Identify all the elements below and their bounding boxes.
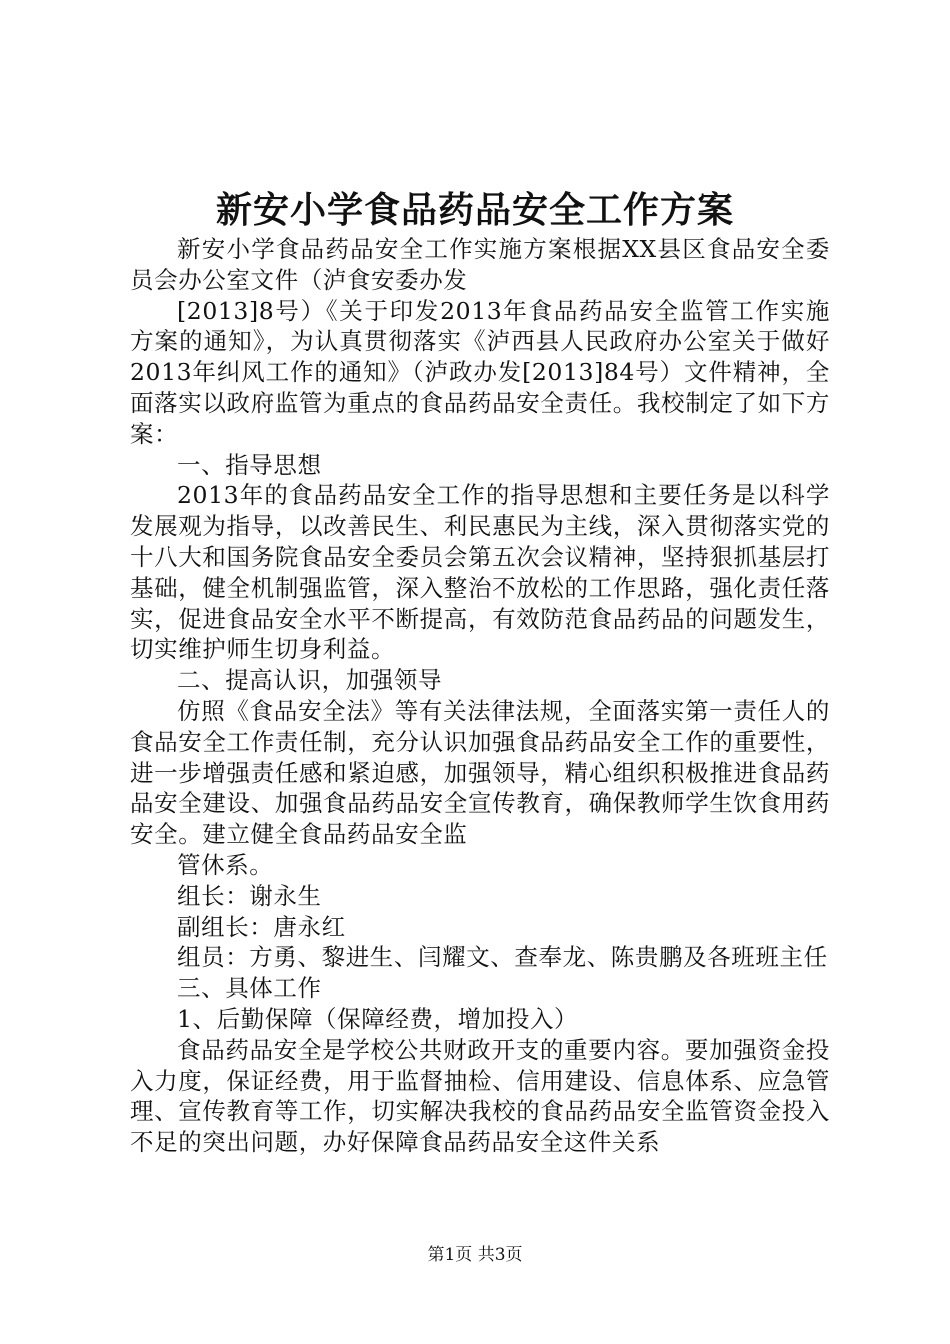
- paragraph-leadership: 仿照《食品安全法》等有关法律法规，全面落实第一责任人的食品安全工作责任制，充分认识加强食品药品安全工作的重要性，进一步增强责任感和紧迫感，加强领导，精心组织积极推进食品药品安全建设、加强食品药品安全宣传教育，确保教师学生饮食用药安全。建立健全食品药品安全监: [130, 696, 830, 849]
- paragraph-funding: 食品药品安全是学校公共财政开支的重要内容。要加强资金投入力度，保证经费，用于监督抽检、信用建设、信息体系、应急管理、宣传教育等工作，切实解决我校的食品药品安全监管资金投入不足的突出问题，办好保障食品药品安全这件关系: [130, 1035, 830, 1157]
- section-heading-guiding-ideology: 一、指导思想: [177, 450, 322, 479]
- paragraph-supervision-system: 管休系。: [177, 850, 274, 879]
- paragraph-document-reference: [2013]8号）《关于印发2013年食品药品安全监管工作实施方案的通知》，为认真贯彻落实《泸西县人民政府办公室关于做好2013年纠风工作的通知》（泸政办发[2013]84号）文件精神，全面落实以政府监管为重点的食品药品安全责任。我校制定了如下方案：: [130, 296, 830, 448]
- page-footer: 第1页 共3页: [427, 1245, 523, 1265]
- deputy-leader-line: 副组长：唐永红: [177, 912, 346, 941]
- section-heading-leadership: 二、提高认识，加强领导: [177, 666, 443, 695]
- team-leader-line: 组长：谢永生: [177, 881, 322, 910]
- document-body: [130, 234, 830, 1158]
- subsection-heading-logistics: 1、后勤保障（保障经费，增加投入）: [177, 1004, 579, 1033]
- paragraph-intro: 新安小学食品药品安全工作实施方案根据XX县区食品安全委员会办公室文件（泸食安委办发: [130, 235, 830, 294]
- page-title: 新安小学食品药品安全工作方案: [215, 189, 734, 231]
- section-heading-specific-work: 三、具体工作: [177, 974, 322, 1003]
- paragraph-guiding-ideology: 2013年的食品药品安全工作的指导思想和主要任务是以科学发展观为指导，以改善民生、利民惠民为主线，深入贯彻落实党的十八大和国务院食品安全委员会第五次会议精神，坚持狠抓基层打基础，健全机制强监管，深入整治不放松的工作思路，强化责任落实，促进食品安全水平不断提高，有效防范食品药品的问题发生，切实维护师生切身利益。: [130, 481, 830, 664]
- team-members-line: 组员：方勇、黎进生、闫耀文、查奉龙、陈贵鹏及各班班主任: [177, 943, 828, 972]
